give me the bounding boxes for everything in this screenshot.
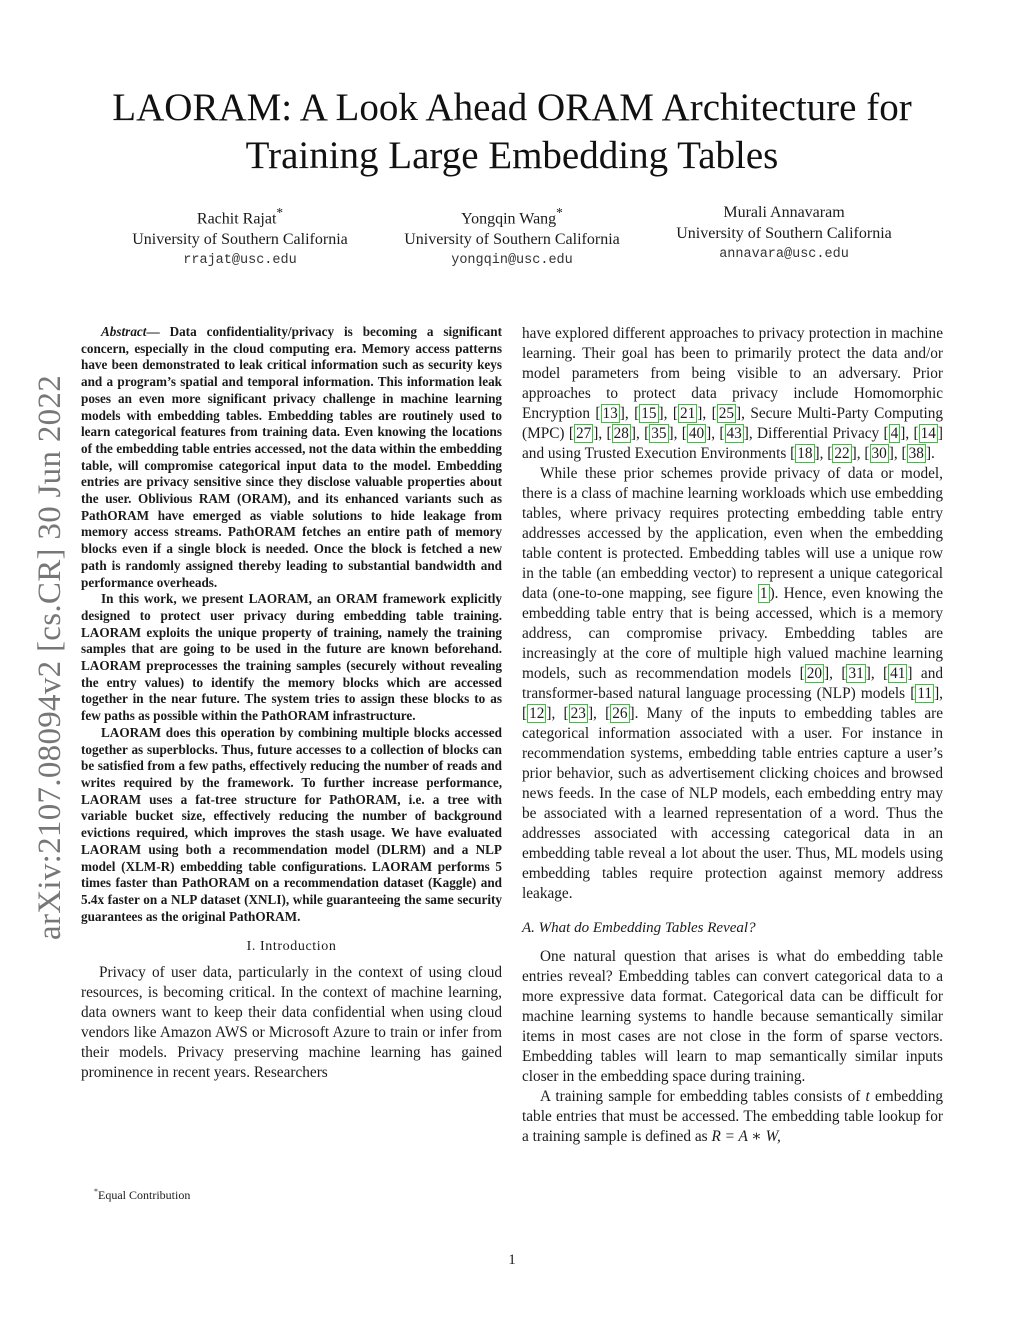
author-email[interactable]: annavara@usc.edu xyxy=(719,247,849,262)
citation-link[interactable]: 28 xyxy=(613,425,629,442)
citation-link[interactable]: 13 xyxy=(602,405,618,422)
abstract-heading: Abstract xyxy=(101,324,147,339)
author-name: Yongqin Wang xyxy=(461,210,557,228)
equal-contribution-mark: * xyxy=(276,205,284,220)
introduction-body xyxy=(81,963,502,1083)
text-span: have explored different approaches to privacy protection in machine learning. Their goal has been to primarily protect the data and/or model parameters from being visible to an adversary. Prior approaches to protect data privacy include Homomorphic Encryption xyxy=(522,325,943,422)
abstract-paragraph-2: In this work, we present LAORAM, an ORAM framework explicitly designed to protect user privacy during embedding table training. LAORAM exploits the unique property of training, namely the training samples that are going to be used in the future are known beforehand. LAORAM preprocesses the training samples (securely without revealing the entry values) to identify the memory blocks which are accessed together in the near future. The system tries to assign these blocks to as few paths as possible within the PathORAM infrastructure. xyxy=(81,591,502,724)
author-affiliation: University of Southern California xyxy=(132,231,348,249)
citation-link[interactable]: 22 xyxy=(834,445,850,462)
abstract-paragraph-3: LAORAM does this operation by combining multiple blocks accessed together as superblocks. Thus, future accesses to a collection of blocks can be satisfied from a few paths, effectively reducing the number of reads and writes required by the framework. To further increase performance, LAORAM uses a fat-tree structure for PathORAM, i.e. a tree with variable bucket size, effectively reducing the number of background evictions required, which improves the stash usage. We have evaluated LAORAM using both a recommendation model (DLRM) and a NLP model (XLM-R) embedding table configurations. LAORAM performs 5 times faster than PathORAM on a recommendation dataset (Kaggle) and 5.4x faster on a NLP dataset (XNLI), while guaranteeing the same security guarantees as the original PathORAM. xyxy=(81,724,502,924)
citation-link[interactable]: 41 xyxy=(890,665,906,682)
citation-link[interactable]: 35 xyxy=(651,425,667,442)
footnote-mark: * xyxy=(94,1187,98,1196)
page-number: 1 xyxy=(508,1252,516,1268)
author-2 xyxy=(382,203,642,271)
text-span: embedding table entries that must be accessed. The embedding table lookup for a training sample is defined as xyxy=(522,1088,943,1145)
citation-link[interactable]: 11 xyxy=(917,685,933,702)
author-email[interactable]: yongqin@usc.edu xyxy=(451,253,573,269)
author-block xyxy=(0,203,1024,273)
citation-link[interactable]: 27 xyxy=(575,425,592,442)
citation-link[interactable]: 12 xyxy=(529,705,545,722)
footnote-text: Equal Contribution xyxy=(98,1188,191,1202)
text-span: ). Hence, even knowing the embedding table entry that is being accessed, which is a memory address, can compromise privacy. Embedding tables are increasingly at the core of multiple high valued machine learning models, such as recommendation models xyxy=(522,585,943,682)
title-line-2: Training Large Embedding Tables xyxy=(245,134,779,177)
author-name: Rachit Rajat xyxy=(196,210,277,228)
abstract-paragraph-1: Abstract— Data confidentiality/privacy is becoming a significant concern, especially in the cloud computing era. Memory access patterns have been demonstrated to leak critical information such as security keys and a program’s spatial and temporal information. This information leak poses an even more significant privacy challenge in machine learning models with embedding tables. Embedding tables are routinely used to learn categorical features from training data. Even knowing the locations of the embedding table entries accessed, not the data within the embedding table, will compromise categorical input data to the model. Embedding entries are privacy sensitive since they disclose valuable properties about the user. Oblivious RAM (ORAM), and its enhanced variants such as PathORAM have emerged as viable solutions to hide leakage from memory access streams. PathORAM fetches an entire path of memory blocks even if a single block is needed. Once the block is fetched a new path is randomly assigned thereby leading to substantial bandwidth and performance overheads. xyxy=(81,324,503,590)
author-3 xyxy=(654,203,914,265)
math-variable: t xyxy=(865,1088,870,1105)
author-name: Murali Annavaram xyxy=(723,204,845,221)
footnote xyxy=(94,1187,190,1203)
text-span: A training sample for embedding tables consists of xyxy=(540,1088,866,1105)
author-affiliation: University of Southern California xyxy=(676,225,892,242)
citation-link[interactable]: 15 xyxy=(641,405,657,422)
citation-link[interactable]: 23 xyxy=(570,705,586,722)
text-span: , Secure Multi-Party Computing (MPC) xyxy=(522,405,944,442)
right-paragraph-3: One natural question that arises is what do embedding table entries reveal? Embedding tables can convert categorical data to a more expressive data format. Categorical data can be difficult for machine learning systems to handle because semantically similar items in most cases are not close in the form of sparse vectors. Embedding tables will learn to map semantically similar inputs closer in the embedding space during training. xyxy=(522,948,943,1085)
abstract-text: Data confidentiality/privacy is becoming a significant concern, especially in the cloud computing era. Memory access patterns have been demonstrated to leak critical information such as security keys and a program’s spatial and temporal information. This information leak poses an even more significant privacy challenge in machine learning models with embedding tables. Embedding tables are routinely used to learn categorical features from training data. Even knowing the locations of the embedding table entries accessed, not the data within the embedding table, will compromise categorical input data to the model. Embedding entries are privacy sensitive since they disclose valuable properties about the user. Oblivious RAM (ORAM), and its enhanced variants such as PathORAM have emerged as viable solutions to hide leakage from memory access streams. PathORAM fetches an entire path of memory blocks even if a single block is needed. Once the block is fetched a new path is randomly assigned thereby leading to substantial bandwidth and performance overheads. xyxy=(81,324,503,590)
arxiv-identifier-stamp: arXiv:2107.08094v2 [cs.CR] 30 Jun 2022 xyxy=(32,374,68,940)
citation-link[interactable]: 30 xyxy=(871,445,887,462)
right-paragraph-1: have explored different approaches to privacy protection in machine learning. Their goal has been to primarily protect the data and/or model parameters from being visible to an adversary. Prior approaches to protect data privacy include Homomorphic Encryption [ 13 ], [ 15 ], [ 21 ], [ 25 ], Secure Multi-Party Computing (MPC) [ 27 ], [ 28 ], [ 35 ], [ 40 ], [ 43 ], Differential Privacy [ 4 ], [ 14 ] and using Trusted Execution Environments [ 18 ], [ 22 ], [ 30 ], [ 38 ]. xyxy=(522,325,944,462)
subsection-heading: A. What do Embedding Tables Reveal? xyxy=(522,920,756,936)
text-span: and transformer-based natural language processing (NLP) models xyxy=(522,665,943,702)
abstract xyxy=(81,324,502,925)
author-affiliation: University of Southern California xyxy=(404,231,620,249)
paper-title xyxy=(0,84,1024,180)
citation-link[interactable]: 38 xyxy=(908,445,924,462)
right-column xyxy=(522,324,943,1147)
author-email[interactable]: rrajat@usc.edu xyxy=(183,253,297,269)
citation-link[interactable]: 20 xyxy=(806,665,823,682)
citation-link[interactable]: 43 xyxy=(726,425,742,442)
equal-contribution-mark: * xyxy=(556,205,563,220)
author-1 xyxy=(110,203,370,271)
figure-reference-link[interactable]: 1 xyxy=(759,585,768,602)
right-paragraph-4 xyxy=(522,1087,943,1147)
title-line-1: LAORAM: A Look Ahead ORAM Architecture for xyxy=(112,86,912,129)
citation-link[interactable]: 21 xyxy=(679,405,696,422)
citation-link[interactable]: 40 xyxy=(688,425,705,442)
citation-link[interactable]: 14 xyxy=(920,425,936,442)
citation-link[interactable]: 26 xyxy=(612,705,628,722)
left-column xyxy=(81,324,502,1083)
text-span: . Many of the inputs to embedding tables are categorical information associated with a user. For instance in recommendation systems, embedding table entries capture a user’s prior behavior, such as advertisement clicking choices and browsed news feeds. In the case of NLP models, each embedding entry may be associated with a learned representation of a word. Thus the addresses associated with accessing categorical data in an embedding table reveal a lot about the user. Thus, ML models using embedding tables require protection against memory address leakage. xyxy=(522,705,944,902)
citation-link[interactable]: 31 xyxy=(848,665,864,682)
citation-link[interactable]: 4 xyxy=(890,425,899,442)
section-heading-introduction: I. Introduction xyxy=(246,939,337,955)
intro-paragraph-1: Privacy of user data, particularly in the context of using cloud resources, is becoming critical. In the context of machine learning, data owners want to keep their data confidential when using cloud vendors like Amazon AWS or Microsoft Azure to train or infer from their models. Privacy preserving machine learning has gained prominence in recent years. Researchers xyxy=(81,964,502,1082)
citation-link[interactable]: 18 xyxy=(797,445,813,462)
math-equation: R = A ∗ W, xyxy=(711,1128,781,1145)
text-span: While these prior schemes provide privacy of data or model, there is a class of machine learning workloads which use embedding tables, where privacy requires protecting embedding table entry addresses accessed by the application, even when the embedding table content is protected. Embedding tables will use a unique row in the table (an embedding vector) to represent a unique categorical data (one-to-one mapping, see figure xyxy=(522,465,943,602)
text-span: , Differential Privacy xyxy=(748,425,884,442)
right-paragraph-2: While these prior schemes provide privacy of data or model, there is a class of machine learning workloads which use embedding tables, where privacy requires protecting embedding table entry addresses accessed by the application, even when the embedding table content is protected. Embedding tables will use a unique row in the table (an embedding vector) to represent a unique categorical data (one-to-one mapping, see figure 1 ). Hence, even knowing the embedding table entry that is being accessed, which is a memory address, can compromise privacy. Embedding tables are increasingly at the core of multiple high valued machine learning models, such as recommendation models [ 20 ], [ 31 ], [ 41 ] and transformer-based natural language processing (NLP) models [ 11 ], [ 12 ], [ 23 ], [ 26 ]. Many of the inputs to embedding tables are categorical information associated with a user. For instance in recommendation systems, embedding table entries capture a user’s prior behavior, such as advertisement clicking choices and browsed news feeds. In the case of NLP models, each embedding entry may be associated with a learned representation of a word. Thus the addresses associated with accessing categorical data in an embedding table reveal a lot about the user. Thus, ML models using embedding tables require protection against memory address leakage. xyxy=(522,465,944,902)
text-span: and using Trusted Execution Environments xyxy=(522,445,791,462)
citation-link[interactable]: 25 xyxy=(718,405,734,422)
